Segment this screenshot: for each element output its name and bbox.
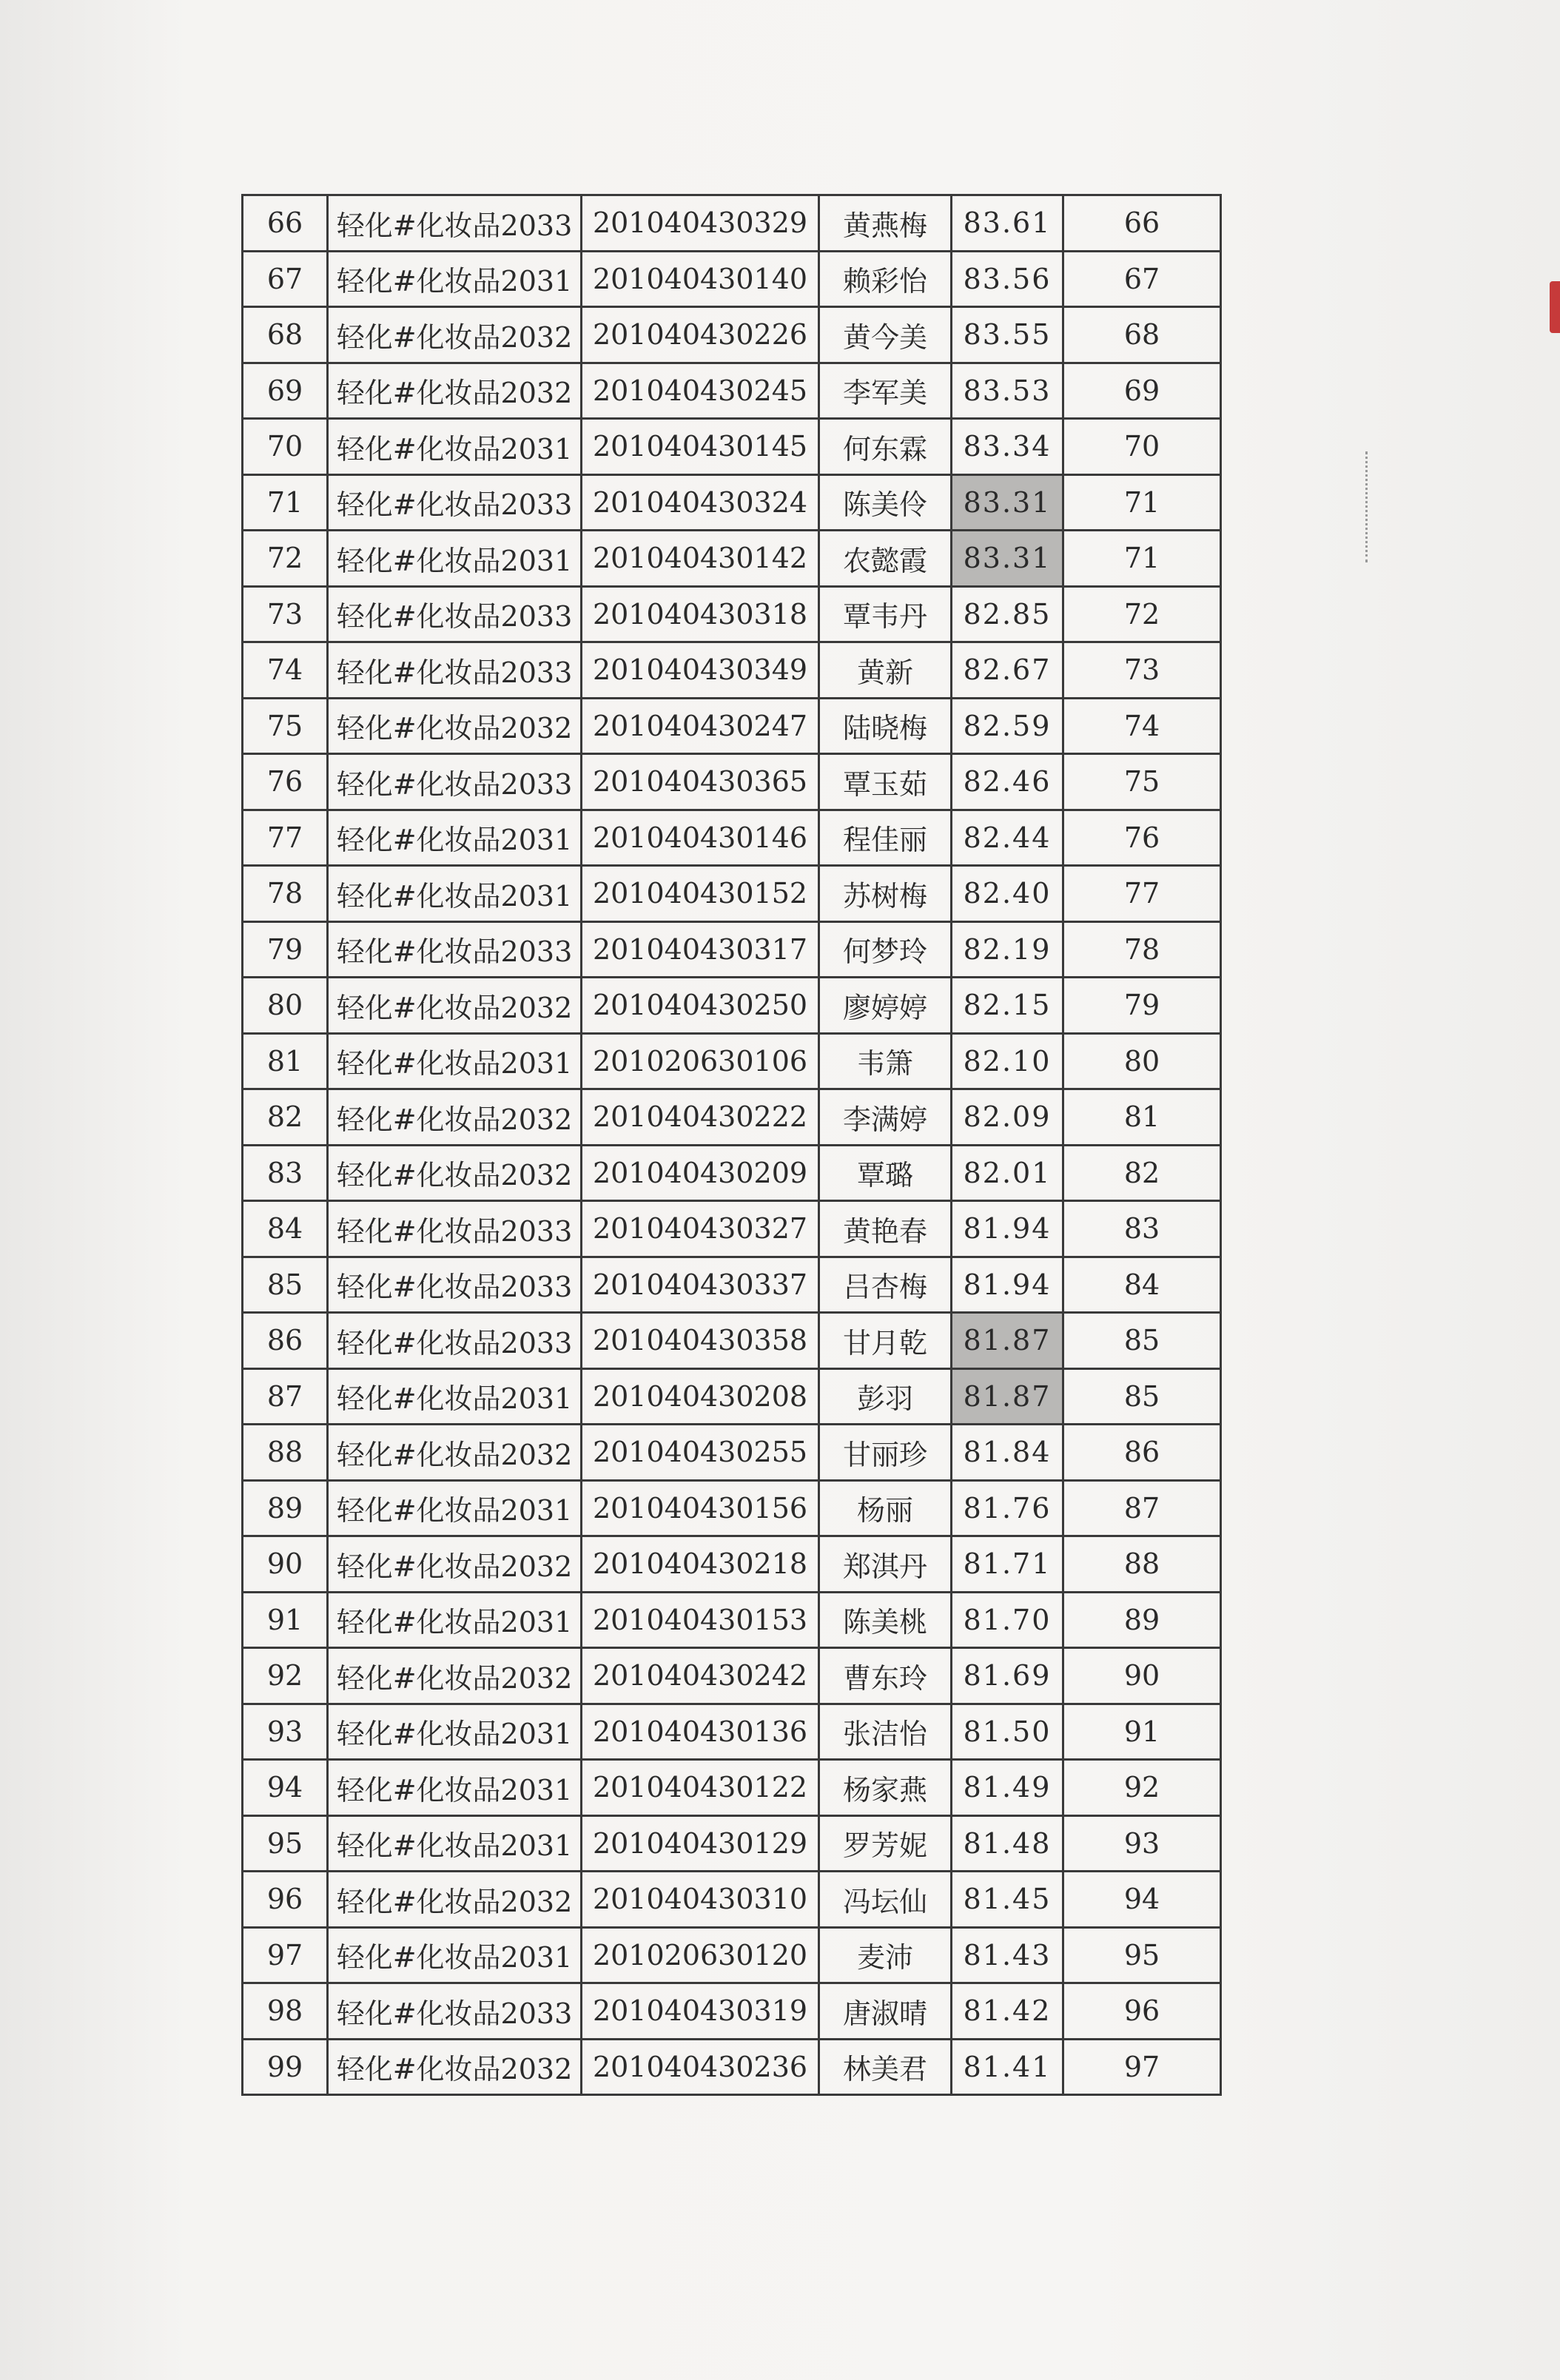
row-number-cell: 96 <box>243 1872 328 1928</box>
score-cell: 83.55 <box>952 307 1063 363</box>
student-name-cell: 陈美伶 <box>819 474 952 531</box>
class-cell: 轻化#化妆品2032 <box>328 978 582 1034</box>
rank-cell: 74 <box>1063 698 1221 754</box>
student-name-cell: 廖婷婷 <box>819 978 952 1034</box>
student-name-cell: 农懿霞 <box>819 531 952 587</box>
row-number-cell: 79 <box>243 921 328 978</box>
student-id-cell: 201040430222 <box>582 1089 819 1146</box>
student-name-cell: 罗芳妮 <box>819 1815 952 1872</box>
row-number-cell: 74 <box>243 642 328 699</box>
student-id-cell: 201040430156 <box>582 1480 819 1536</box>
class-cell: 轻化#化妆品2033 <box>328 921 582 978</box>
row-number-cell: 67 <box>243 251 328 307</box>
rank-cell: 78 <box>1063 921 1221 978</box>
row-number-cell: 83 <box>243 1145 328 1201</box>
score-cell: 82.59 <box>952 698 1063 754</box>
row-number-cell: 69 <box>243 363 328 419</box>
student-name-cell: 杨丽 <box>819 1480 952 1536</box>
rank-cell: 75 <box>1063 754 1221 810</box>
rank-cell: 97 <box>1063 2039 1221 2095</box>
class-cell: 轻化#化妆品2032 <box>328 1425 582 1481</box>
row-number-cell: 91 <box>243 1592 328 1648</box>
student-name-cell: 李满婷 <box>819 1089 952 1146</box>
table-row <box>243 419 1221 475</box>
table-row <box>243 921 1221 978</box>
student-name-cell: 张洁怡 <box>819 1704 952 1760</box>
row-number-cell: 71 <box>243 474 328 531</box>
student-name-cell: 黄艳春 <box>819 1201 952 1257</box>
score-cell: 81.76 <box>952 1480 1063 1536</box>
class-cell: 轻化#化妆品2031 <box>328 866 582 922</box>
student-name-cell: 麦沛 <box>819 1927 952 1983</box>
margin-marks <box>1365 451 1372 562</box>
class-cell: 轻化#化妆品2032 <box>328 1145 582 1201</box>
table-row <box>243 866 1221 922</box>
score-cell: 81.87 <box>952 1368 1063 1425</box>
student-id-cell: 201040430255 <box>582 1425 819 1481</box>
score-cell: 81.69 <box>952 1648 1063 1704</box>
class-cell: 轻化#化妆品2033 <box>328 754 582 810</box>
rank-cell: 90 <box>1063 1648 1221 1704</box>
table-row <box>243 586 1221 642</box>
class-cell: 轻化#化妆品2031 <box>328 1927 582 1983</box>
table-row <box>243 1368 1221 1425</box>
class-cell: 轻化#化妆品2032 <box>328 2039 582 2095</box>
score-cell: 81.70 <box>952 1592 1063 1648</box>
student-name-cell: 陆晓梅 <box>819 698 952 754</box>
rank-cell: 73 <box>1063 642 1221 699</box>
score-cell: 81.94 <box>952 1257 1063 1313</box>
rank-cell: 77 <box>1063 866 1221 922</box>
class-cell: 轻化#化妆品2033 <box>328 195 582 252</box>
table-row <box>243 307 1221 363</box>
table-row <box>243 1089 1221 1146</box>
rank-cell: 76 <box>1063 810 1221 866</box>
student-id-cell: 201040430318 <box>582 586 819 642</box>
student-name-cell: 黄燕梅 <box>819 195 952 252</box>
row-number-cell: 77 <box>243 810 328 866</box>
table-row <box>243 1872 1221 1928</box>
row-number-cell: 95 <box>243 1815 328 1872</box>
rank-cell: 88 <box>1063 1536 1221 1593</box>
class-cell: 轻化#化妆品2032 <box>328 1089 582 1146</box>
score-cell: 81.71 <box>952 1536 1063 1593</box>
score-cell: 81.84 <box>952 1425 1063 1481</box>
table-row <box>243 810 1221 866</box>
table-row <box>243 1145 1221 1201</box>
student-id-cell: 201040430208 <box>582 1368 819 1425</box>
student-name-cell: 唐淑晴 <box>819 1983 952 2040</box>
rank-cell: 70 <box>1063 419 1221 475</box>
student-name-cell: 彭羽 <box>819 1368 952 1425</box>
table-row <box>243 754 1221 810</box>
row-number-cell: 75 <box>243 698 328 754</box>
table-row <box>243 1592 1221 1648</box>
class-cell: 轻化#化妆品2033 <box>328 642 582 699</box>
table-row <box>243 474 1221 531</box>
student-id-cell: 201040430329 <box>582 195 819 252</box>
class-cell: 轻化#化妆品2032 <box>328 307 582 363</box>
student-id-cell: 201040430324 <box>582 474 819 531</box>
rank-cell: 82 <box>1063 1145 1221 1201</box>
rank-cell: 86 <box>1063 1425 1221 1481</box>
class-cell: 轻化#化妆品2033 <box>328 1983 582 2040</box>
row-number-cell: 76 <box>243 754 328 810</box>
student-id-cell: 201040430337 <box>582 1257 819 1313</box>
score-cell: 82.40 <box>952 866 1063 922</box>
student-id-cell: 201040430153 <box>582 1592 819 1648</box>
row-number-cell: 94 <box>243 1760 328 1816</box>
student-name-cell: 覃玉茹 <box>819 754 952 810</box>
row-number-cell: 87 <box>243 1368 328 1425</box>
class-cell: 轻化#化妆品2032 <box>328 1872 582 1928</box>
student-id-cell: 201040430122 <box>582 1760 819 1816</box>
score-cell: 82.15 <box>952 978 1063 1034</box>
ranking-table <box>241 194 1222 2096</box>
rank-cell: 93 <box>1063 1815 1221 1872</box>
ranking-table-container <box>241 194 1217 2096</box>
student-id-cell: 201040430218 <box>582 1536 819 1593</box>
table-row <box>243 1704 1221 1760</box>
class-cell: 轻化#化妆品2032 <box>328 363 582 419</box>
rank-cell: 79 <box>1063 978 1221 1034</box>
table-row <box>243 251 1221 307</box>
student-name-cell: 林美君 <box>819 2039 952 2095</box>
student-id-cell: 201040430247 <box>582 698 819 754</box>
student-name-cell: 苏树梅 <box>819 866 952 922</box>
score-cell: 81.43 <box>952 1927 1063 1983</box>
student-id-cell: 201040430226 <box>582 307 819 363</box>
score-cell: 83.31 <box>952 531 1063 587</box>
table-row <box>243 1983 1221 2040</box>
score-cell: 82.19 <box>952 921 1063 978</box>
student-id-cell: 201040430327 <box>582 1201 819 1257</box>
row-number-cell: 66 <box>243 195 328 252</box>
rank-cell: 72 <box>1063 586 1221 642</box>
ranking-table-body <box>243 195 1221 2095</box>
student-name-cell: 程佳丽 <box>819 810 952 866</box>
class-cell: 轻化#化妆品2031 <box>328 1480 582 1536</box>
rank-cell: 66 <box>1063 195 1221 252</box>
class-cell: 轻化#化妆品2032 <box>328 698 582 754</box>
student-id-cell: 201040430136 <box>582 1704 819 1760</box>
row-number-cell: 68 <box>243 307 328 363</box>
class-cell: 轻化#化妆品2033 <box>328 474 582 531</box>
class-cell: 轻化#化妆品2033 <box>328 1313 582 1369</box>
class-cell: 轻化#化妆品2032 <box>328 1648 582 1704</box>
score-cell: 83.34 <box>952 419 1063 475</box>
table-row <box>243 1927 1221 1983</box>
student-id-cell: 201040430145 <box>582 419 819 475</box>
rank-cell: 71 <box>1063 531 1221 587</box>
rank-cell: 84 <box>1063 1257 1221 1313</box>
rank-cell: 92 <box>1063 1760 1221 1816</box>
rank-cell: 68 <box>1063 307 1221 363</box>
table-row <box>243 978 1221 1034</box>
student-name-cell: 何梦玲 <box>819 921 952 978</box>
student-id-cell: 201040430146 <box>582 810 819 866</box>
row-number-cell: 98 <box>243 1983 328 2040</box>
rank-cell: 83 <box>1063 1201 1221 1257</box>
student-id-cell: 201040430140 <box>582 251 819 307</box>
class-cell: 轻化#化妆品2033 <box>328 1201 582 1257</box>
student-name-cell: 黄今美 <box>819 307 952 363</box>
rank-cell: 91 <box>1063 1704 1221 1760</box>
score-cell: 82.46 <box>952 754 1063 810</box>
rank-cell: 85 <box>1063 1368 1221 1425</box>
row-number-cell: 88 <box>243 1425 328 1481</box>
table-row <box>243 363 1221 419</box>
row-number-cell: 78 <box>243 866 328 922</box>
table-row <box>243 1425 1221 1481</box>
score-cell: 81.41 <box>952 2039 1063 2095</box>
score-cell: 81.87 <box>952 1313 1063 1369</box>
row-number-cell: 81 <box>243 1033 328 1089</box>
table-row <box>243 698 1221 754</box>
student-id-cell: 201040430317 <box>582 921 819 978</box>
class-cell: 轻化#化妆品2031 <box>328 1760 582 1816</box>
table-row <box>243 642 1221 699</box>
class-cell: 轻化#化妆品2031 <box>328 1592 582 1648</box>
student-name-cell: 杨家燕 <box>819 1760 952 1816</box>
student-id-cell: 201040430250 <box>582 978 819 1034</box>
class-cell: 轻化#化妆品2031 <box>328 1815 582 1872</box>
student-id-cell: 201020630106 <box>582 1033 819 1089</box>
class-cell: 轻化#化妆品2031 <box>328 810 582 866</box>
score-cell: 82.10 <box>952 1033 1063 1089</box>
score-cell: 81.42 <box>952 1983 1063 2040</box>
student-id-cell: 201040430242 <box>582 1648 819 1704</box>
table-row <box>243 1313 1221 1369</box>
score-cell: 83.53 <box>952 363 1063 419</box>
row-number-cell: 99 <box>243 2039 328 2095</box>
rank-cell: 81 <box>1063 1089 1221 1146</box>
row-number-cell: 72 <box>243 531 328 587</box>
table-row <box>243 195 1221 252</box>
student-name-cell: 甘月乾 <box>819 1313 952 1369</box>
table-row <box>243 531 1221 587</box>
score-cell: 81.48 <box>952 1815 1063 1872</box>
table-row <box>243 1201 1221 1257</box>
score-cell: 82.85 <box>952 586 1063 642</box>
row-number-cell: 84 <box>243 1201 328 1257</box>
table-row <box>243 1760 1221 1816</box>
row-number-cell: 92 <box>243 1648 328 1704</box>
red-stamp-edge <box>1550 281 1560 333</box>
class-cell: 轻化#化妆品2031 <box>328 419 582 475</box>
score-cell: 81.45 <box>952 1872 1063 1928</box>
table-row <box>243 1257 1221 1313</box>
student-id-cell: 201040430319 <box>582 1983 819 2040</box>
student-name-cell: 吕杏梅 <box>819 1257 952 1313</box>
table-row <box>243 2039 1221 2095</box>
student-name-cell: 黄新 <box>819 642 952 699</box>
score-cell: 81.94 <box>952 1201 1063 1257</box>
student-name-cell: 何东霖 <box>819 419 952 475</box>
row-number-cell: 85 <box>243 1257 328 1313</box>
table-row <box>243 1648 1221 1704</box>
rank-cell: 71 <box>1063 474 1221 531</box>
table-row <box>243 1815 1221 1872</box>
row-number-cell: 93 <box>243 1704 328 1760</box>
score-cell: 81.49 <box>952 1760 1063 1816</box>
student-id-cell: 201040430236 <box>582 2039 819 2095</box>
student-name-cell: 冯坛仙 <box>819 1872 952 1928</box>
student-id-cell: 201040430349 <box>582 642 819 699</box>
class-cell: 轻化#化妆品2031 <box>328 1033 582 1089</box>
row-number-cell: 80 <box>243 978 328 1034</box>
rank-cell: 94 <box>1063 1872 1221 1928</box>
class-cell: 轻化#化妆品2033 <box>328 586 582 642</box>
row-number-cell: 89 <box>243 1480 328 1536</box>
row-number-cell: 70 <box>243 419 328 475</box>
row-number-cell: 86 <box>243 1313 328 1369</box>
score-cell: 82.67 <box>952 642 1063 699</box>
table-row <box>243 1033 1221 1089</box>
score-cell: 82.09 <box>952 1089 1063 1146</box>
score-cell: 81.50 <box>952 1704 1063 1760</box>
class-cell: 轻化#化妆品2032 <box>328 1536 582 1593</box>
row-number-cell: 90 <box>243 1536 328 1593</box>
score-cell: 82.01 <box>952 1145 1063 1201</box>
score-cell: 83.31 <box>952 474 1063 531</box>
student-name-cell: 曹东玲 <box>819 1648 952 1704</box>
class-cell: 轻化#化妆品2031 <box>328 1704 582 1760</box>
rank-cell: 89 <box>1063 1592 1221 1648</box>
class-cell: 轻化#化妆品2031 <box>328 251 582 307</box>
student-name-cell: 韦箫 <box>819 1033 952 1089</box>
table-row <box>243 1480 1221 1536</box>
rank-cell: 95 <box>1063 1927 1221 1983</box>
student-name-cell: 赖彩怡 <box>819 251 952 307</box>
rank-cell: 67 <box>1063 251 1221 307</box>
row-number-cell: 97 <box>243 1927 328 1983</box>
student-id-cell: 201040430365 <box>582 754 819 810</box>
student-name-cell: 李军美 <box>819 363 952 419</box>
rank-cell: 85 <box>1063 1313 1221 1369</box>
student-name-cell: 甘丽珍 <box>819 1425 952 1481</box>
class-cell: 轻化#化妆品2031 <box>328 1368 582 1425</box>
student-id-cell: 201040430152 <box>582 866 819 922</box>
rank-cell: 96 <box>1063 1983 1221 2040</box>
class-cell: 轻化#化妆品2031 <box>328 531 582 587</box>
class-cell: 轻化#化妆品2033 <box>328 1257 582 1313</box>
score-cell: 83.56 <box>952 251 1063 307</box>
student-id-cell: 201040430358 <box>582 1313 819 1369</box>
student-id-cell: 201020630120 <box>582 1927 819 1983</box>
student-id-cell: 201040430209 <box>582 1145 819 1201</box>
student-id-cell: 201040430245 <box>582 363 819 419</box>
student-name-cell: 覃韦丹 <box>819 586 952 642</box>
student-id-cell: 201040430129 <box>582 1815 819 1872</box>
table-row <box>243 1536 1221 1593</box>
score-cell: 83.61 <box>952 195 1063 252</box>
rank-cell: 87 <box>1063 1480 1221 1536</box>
rank-cell: 69 <box>1063 363 1221 419</box>
student-id-cell: 201040430310 <box>582 1872 819 1928</box>
student-name-cell: 覃璐 <box>819 1145 952 1201</box>
student-name-cell: 陈美桃 <box>819 1592 952 1648</box>
rank-cell: 80 <box>1063 1033 1221 1089</box>
student-name-cell: 郑淇丹 <box>819 1536 952 1593</box>
row-number-cell: 73 <box>243 586 328 642</box>
student-id-cell: 201040430142 <box>582 531 819 587</box>
row-number-cell: 82 <box>243 1089 328 1146</box>
score-cell: 82.44 <box>952 810 1063 866</box>
